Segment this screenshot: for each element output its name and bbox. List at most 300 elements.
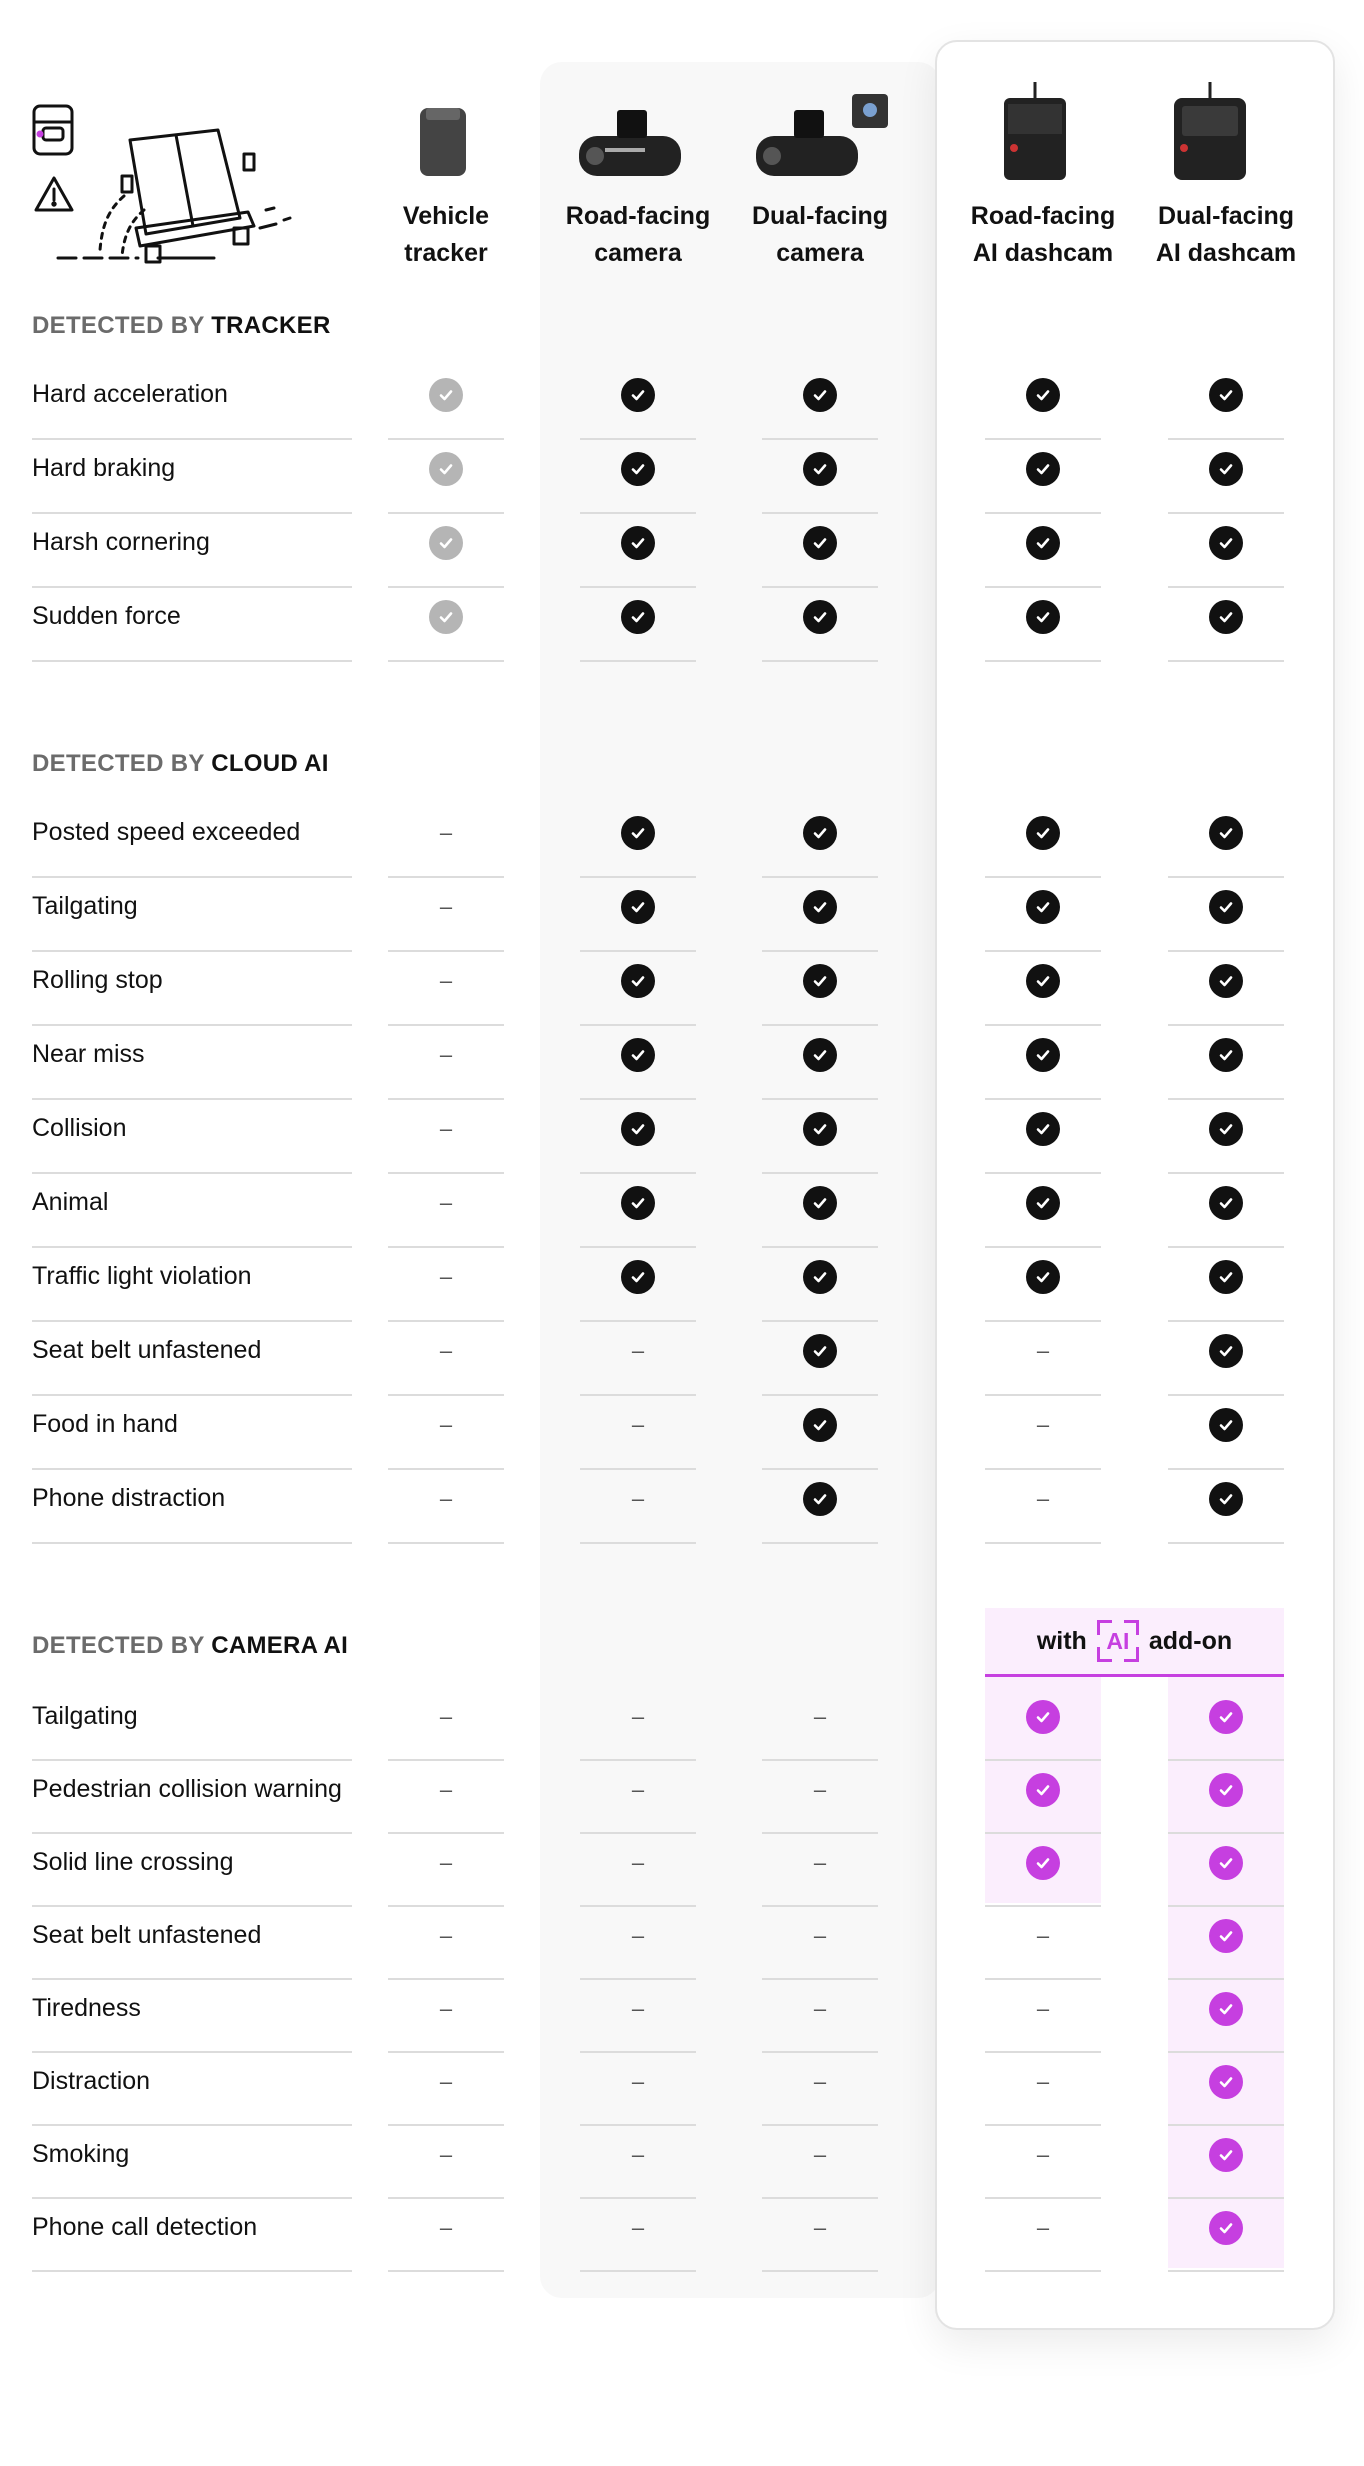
ai-badge-icon bbox=[1097, 1620, 1139, 1662]
cell-divider bbox=[580, 2270, 696, 2272]
column-header-line2: camera bbox=[594, 239, 682, 267]
cell-divider bbox=[762, 1832, 878, 1834]
row-divider bbox=[32, 660, 352, 662]
cell-dual_cam bbox=[761, 810, 879, 856]
cell-divider bbox=[580, 660, 696, 662]
cell-divider bbox=[388, 1759, 504, 1761]
cell-divider bbox=[762, 438, 878, 440]
check-icon bbox=[1026, 1112, 1060, 1146]
check-icon bbox=[1209, 1919, 1243, 1953]
cell-road_cam bbox=[579, 1106, 697, 1152]
check-icon bbox=[621, 1186, 655, 1220]
row-divider bbox=[32, 1905, 352, 1907]
cell-divider bbox=[580, 438, 696, 440]
cell-divider bbox=[1168, 1759, 1284, 1761]
cell-tracker bbox=[387, 1032, 505, 1078]
row-divider bbox=[32, 512, 352, 514]
row-label: Distraction bbox=[32, 2067, 151, 2095]
cell-road_cam bbox=[579, 1913, 697, 1959]
cell-divider bbox=[580, 1098, 696, 1100]
check-icon bbox=[803, 1112, 837, 1146]
check-icon bbox=[1209, 378, 1243, 412]
cell-divider bbox=[1168, 1832, 1284, 1834]
dash-mark: – bbox=[439, 1486, 453, 1511]
check-icon bbox=[1026, 1773, 1060, 1807]
cell-road_ai bbox=[984, 958, 1102, 1004]
check-icon bbox=[1209, 1038, 1243, 1072]
dash-mark: – bbox=[439, 1264, 453, 1289]
cell-road_cam bbox=[579, 1476, 697, 1522]
dash-mark: – bbox=[631, 2069, 645, 2094]
cell-road_ai bbox=[984, 810, 1102, 856]
row-label: Rolling stop bbox=[32, 966, 163, 994]
check-icon bbox=[803, 1334, 837, 1368]
cell-dual_cam bbox=[761, 594, 879, 640]
row-label: Tiredness bbox=[32, 1994, 141, 2022]
cell-tracker bbox=[387, 1106, 505, 1152]
cell-divider bbox=[762, 1098, 878, 1100]
cell-tracker bbox=[387, 1180, 505, 1226]
check-icon bbox=[1209, 1334, 1243, 1368]
column-header-tracker bbox=[356, 198, 536, 272]
cell-dual_ai bbox=[1167, 2205, 1285, 2251]
cell-dual_cam bbox=[761, 1840, 879, 1886]
check-icon bbox=[621, 526, 655, 560]
cell-divider bbox=[762, 512, 878, 514]
check-icon bbox=[1209, 600, 1243, 634]
row-divider bbox=[32, 2270, 352, 2272]
cell-dual_cam bbox=[761, 520, 879, 566]
row-divider bbox=[32, 1759, 352, 1761]
cell-road_ai bbox=[984, 1476, 1102, 1522]
cell-divider bbox=[985, 660, 1101, 662]
cell-divider bbox=[388, 2051, 504, 2053]
check-icon bbox=[1209, 1992, 1243, 2026]
cell-road_ai bbox=[984, 1106, 1102, 1152]
check-icon bbox=[803, 1408, 837, 1442]
cell-divider bbox=[762, 2051, 878, 2053]
dash-mark: – bbox=[1036, 2142, 1050, 2167]
cell-divider bbox=[388, 1098, 504, 1100]
cell-tracker bbox=[387, 1986, 505, 2032]
cell-dual_cam bbox=[761, 1328, 879, 1374]
cell-dual_ai bbox=[1167, 2059, 1285, 2105]
column-header-dual_ai bbox=[1136, 198, 1316, 272]
cell-divider bbox=[580, 1246, 696, 1248]
cell-dual_ai bbox=[1167, 446, 1285, 492]
check-icon bbox=[1209, 1408, 1243, 1442]
cell-dual_cam bbox=[761, 1694, 879, 1740]
cell-road_cam bbox=[579, 446, 697, 492]
dash-mark: – bbox=[813, 2215, 827, 2240]
cell-divider bbox=[580, 1320, 696, 1322]
cell-tracker bbox=[387, 372, 505, 418]
cell-divider bbox=[762, 660, 878, 662]
cell-divider bbox=[580, 1394, 696, 1396]
column-header-road_ai bbox=[953, 198, 1133, 272]
cell-dual_cam bbox=[761, 1402, 879, 1448]
row-label: Animal bbox=[32, 1188, 109, 1216]
cell-divider bbox=[985, 1098, 1101, 1100]
addon-underline bbox=[985, 1674, 1284, 1677]
check-icon bbox=[803, 526, 837, 560]
check-icon bbox=[1026, 1038, 1060, 1072]
row-label: Sudden force bbox=[32, 602, 181, 630]
road-facing-camera-image bbox=[575, 104, 685, 189]
dash-mark: – bbox=[631, 1486, 645, 1511]
row-divider bbox=[32, 950, 352, 952]
cell-divider bbox=[985, 1832, 1101, 1834]
cell-divider bbox=[580, 586, 696, 588]
cell-road_ai bbox=[984, 1840, 1102, 1886]
warning-triangle-icon bbox=[36, 178, 72, 210]
row-label: Seat belt unfastened bbox=[32, 1336, 262, 1364]
cell-divider bbox=[580, 1542, 696, 1544]
dash-mark: – bbox=[1036, 1338, 1050, 1363]
check-icon bbox=[803, 1482, 837, 1516]
cell-road_cam bbox=[579, 958, 697, 1004]
check-icon bbox=[1026, 890, 1060, 924]
check-icon bbox=[1209, 2138, 1243, 2172]
check-icon bbox=[1209, 1186, 1243, 1220]
cell-road_cam bbox=[579, 2059, 697, 2105]
cell-road_cam bbox=[579, 1032, 697, 1078]
road-facing-ai-dashcam-image bbox=[1000, 82, 1070, 187]
cell-divider bbox=[762, 1394, 878, 1396]
cell-road_ai bbox=[984, 520, 1102, 566]
row-divider bbox=[32, 2051, 352, 2053]
cell-divider bbox=[388, 1905, 504, 1907]
cell-dual_cam bbox=[761, 1986, 879, 2032]
cell-divider bbox=[1168, 586, 1284, 588]
cell-dual_cam bbox=[761, 1106, 879, 1152]
check-icon bbox=[621, 890, 655, 924]
dash-mark: – bbox=[1036, 2215, 1050, 2240]
section-title-emphasis: TRACKER bbox=[211, 312, 331, 339]
cell-divider bbox=[1168, 1024, 1284, 1026]
check-icon bbox=[1209, 452, 1243, 486]
cell-divider bbox=[985, 1905, 1101, 1907]
cell-dual_cam bbox=[761, 1767, 879, 1813]
cell-dual_cam bbox=[761, 2205, 879, 2251]
row-label: Traffic light violation bbox=[32, 1262, 252, 1290]
cell-divider bbox=[388, 1468, 504, 1470]
cell-road_ai bbox=[984, 1032, 1102, 1078]
cell-divider bbox=[762, 586, 878, 588]
dash-mark: – bbox=[1036, 1486, 1050, 1511]
cell-road_ai bbox=[984, 884, 1102, 930]
column-header-road_cam bbox=[548, 198, 728, 272]
cell-divider bbox=[985, 1759, 1101, 1761]
cell-road_ai bbox=[984, 2132, 1102, 2178]
cell-tracker bbox=[387, 884, 505, 930]
cell-divider bbox=[388, 1320, 504, 1322]
check-icon bbox=[1209, 526, 1243, 560]
dash-mark: – bbox=[439, 1190, 453, 1215]
cell-divider bbox=[580, 950, 696, 952]
cell-divider bbox=[388, 2197, 504, 2199]
row-label: Near miss bbox=[32, 1040, 145, 1068]
cell-dual_ai bbox=[1167, 958, 1285, 1004]
section-title-emphasis: CLOUD AI bbox=[211, 750, 329, 777]
check-icon bbox=[1209, 2211, 1243, 2245]
row-divider bbox=[32, 1394, 352, 1396]
column-header-line1: Road-facing bbox=[970, 202, 1116, 230]
check-icon bbox=[1209, 1846, 1243, 1880]
cell-divider bbox=[762, 1468, 878, 1470]
cell-divider bbox=[762, 1024, 878, 1026]
dash-mark: – bbox=[1036, 1923, 1050, 1948]
cell-tracker bbox=[387, 2132, 505, 2178]
cell-tracker bbox=[387, 1328, 505, 1374]
cell-road_ai bbox=[984, 1986, 1102, 2032]
cell-road_cam bbox=[579, 2205, 697, 2251]
row-label: Phone call detection bbox=[32, 2213, 258, 2241]
row-label: Seat belt unfastened bbox=[32, 1921, 262, 1949]
row-divider bbox=[32, 876, 352, 878]
cell-divider bbox=[580, 2051, 696, 2053]
cell-dual_ai bbox=[1167, 1032, 1285, 1078]
cell-divider bbox=[388, 586, 504, 588]
dash-mark: – bbox=[813, 1850, 827, 1875]
cell-divider bbox=[580, 2197, 696, 2199]
cell-divider bbox=[1168, 660, 1284, 662]
dash-mark: – bbox=[439, 1412, 453, 1437]
cell-divider bbox=[580, 512, 696, 514]
check-icon bbox=[621, 964, 655, 998]
cell-divider bbox=[580, 1759, 696, 1761]
section-title-0 bbox=[32, 312, 331, 340]
cell-road_cam bbox=[579, 884, 697, 930]
cell-road_cam bbox=[579, 594, 697, 640]
cell-road_ai bbox=[984, 372, 1102, 418]
dash-mark: – bbox=[439, 1704, 453, 1729]
cell-divider bbox=[985, 1024, 1101, 1026]
cell-road_ai bbox=[984, 2059, 1102, 2105]
cell-divider bbox=[388, 2124, 504, 2126]
check-icon bbox=[803, 1260, 837, 1294]
cell-dual_cam bbox=[761, 446, 879, 492]
cell-road_cam bbox=[579, 1254, 697, 1300]
cell-road_ai bbox=[984, 1694, 1102, 1740]
cell-divider bbox=[762, 1172, 878, 1174]
check-icon bbox=[1026, 600, 1060, 634]
cell-divider bbox=[580, 1468, 696, 1470]
row-divider bbox=[32, 1542, 352, 1544]
cell-divider bbox=[1168, 2124, 1284, 2126]
dash-mark: – bbox=[631, 1996, 645, 2021]
dash-mark: – bbox=[631, 1412, 645, 1437]
cell-tracker bbox=[387, 1840, 505, 1886]
cell-dual_ai bbox=[1167, 520, 1285, 566]
dash-mark: – bbox=[631, 2142, 645, 2167]
check-icon bbox=[803, 1038, 837, 1072]
dash-mark: – bbox=[1036, 2069, 1050, 2094]
check-icon bbox=[1026, 964, 1060, 998]
cell-dual_cam bbox=[761, 1476, 879, 1522]
cell-dual_ai bbox=[1167, 2132, 1285, 2178]
dash-mark: – bbox=[439, 1850, 453, 1875]
dash-mark: – bbox=[813, 2069, 827, 2094]
cell-divider bbox=[985, 2051, 1101, 2053]
dash-mark: – bbox=[631, 1850, 645, 1875]
section-title-prefix: DETECTED BY bbox=[32, 312, 205, 339]
cell-divider bbox=[1168, 438, 1284, 440]
cell-road_ai bbox=[984, 1913, 1102, 1959]
cell-road_cam bbox=[579, 1767, 697, 1813]
check-icon bbox=[621, 1112, 655, 1146]
cell-divider bbox=[388, 1394, 504, 1396]
check-icon bbox=[803, 890, 837, 924]
cell-divider bbox=[388, 2270, 504, 2272]
row-label: Collision bbox=[32, 1114, 127, 1142]
cell-divider bbox=[762, 876, 878, 878]
row-divider bbox=[32, 1832, 352, 1834]
cell-dual_ai bbox=[1167, 1254, 1285, 1300]
cell-tracker bbox=[387, 1694, 505, 1740]
check-icon bbox=[621, 1038, 655, 1072]
cell-tracker bbox=[387, 594, 505, 640]
cell-divider bbox=[388, 438, 504, 440]
tracker-device-icon bbox=[34, 106, 72, 154]
cell-divider bbox=[388, 1832, 504, 1834]
cell-dual_ai bbox=[1167, 810, 1285, 856]
dash-mark: – bbox=[1036, 1996, 1050, 2021]
cell-dual_cam bbox=[761, 958, 879, 1004]
row-divider bbox=[32, 438, 352, 440]
dash-mark: – bbox=[813, 1777, 827, 1802]
row-label: Food in hand bbox=[32, 1410, 178, 1438]
cell-road_ai bbox=[984, 2205, 1102, 2251]
cell-divider bbox=[388, 1024, 504, 1026]
cell-dual_cam bbox=[761, 1913, 879, 1959]
cell-divider bbox=[388, 1978, 504, 1980]
cell-divider bbox=[1168, 2270, 1284, 2272]
cell-divider bbox=[985, 1394, 1101, 1396]
cell-divider bbox=[1168, 1172, 1284, 1174]
cell-divider bbox=[985, 512, 1101, 514]
row-label: Tailgating bbox=[32, 892, 138, 920]
dash-mark: – bbox=[439, 1777, 453, 1802]
cell-divider bbox=[1168, 1394, 1284, 1396]
cell-road_ai bbox=[984, 1402, 1102, 1448]
dash-mark: – bbox=[439, 968, 453, 993]
cell-dual_ai bbox=[1167, 594, 1285, 640]
cell-dual_cam bbox=[761, 884, 879, 930]
section-title-prefix: DETECTED BY bbox=[32, 1632, 205, 1659]
cell-road_ai bbox=[984, 446, 1102, 492]
row-label: Smoking bbox=[32, 2140, 130, 2168]
cell-divider bbox=[580, 1832, 696, 1834]
row-divider bbox=[32, 1024, 352, 1026]
row-label: Harsh cornering bbox=[32, 528, 210, 556]
check-icon bbox=[1209, 1700, 1243, 1734]
cell-divider bbox=[762, 1246, 878, 1248]
row-label: Hard braking bbox=[32, 454, 176, 482]
cell-dual_ai bbox=[1167, 1180, 1285, 1226]
check-icon bbox=[621, 1260, 655, 1294]
cell-divider bbox=[1168, 1320, 1284, 1322]
cell-road_ai bbox=[984, 1180, 1102, 1226]
cell-dual_cam bbox=[761, 2059, 879, 2105]
cell-divider bbox=[388, 660, 504, 662]
cell-divider bbox=[580, 1905, 696, 1907]
cell-dual_cam bbox=[761, 1254, 879, 1300]
dash-mark: – bbox=[439, 820, 453, 845]
dash-mark: – bbox=[631, 1777, 645, 1802]
row-divider bbox=[32, 586, 352, 588]
check-icon bbox=[1026, 1846, 1060, 1880]
cell-dual_ai bbox=[1167, 1767, 1285, 1813]
check-icon bbox=[621, 600, 655, 634]
cell-divider bbox=[985, 2197, 1101, 2199]
cell-divider bbox=[388, 950, 504, 952]
check-icon bbox=[1026, 378, 1060, 412]
cell-dual_ai bbox=[1167, 1694, 1285, 1740]
column-header-line2: camera bbox=[776, 239, 864, 267]
cell-divider bbox=[762, 1905, 878, 1907]
cell-road_cam bbox=[579, 1328, 697, 1374]
check-icon bbox=[429, 600, 463, 634]
cell-tracker bbox=[387, 1402, 505, 1448]
cell-dual_cam bbox=[761, 2132, 879, 2178]
cell-divider bbox=[388, 876, 504, 878]
cell-divider bbox=[1168, 2197, 1284, 2199]
cell-road_cam bbox=[579, 2132, 697, 2178]
cell-divider bbox=[985, 1978, 1101, 1980]
cell-divider bbox=[985, 2124, 1101, 2126]
check-icon bbox=[803, 452, 837, 486]
cell-divider bbox=[1168, 1905, 1284, 1907]
cell-road_cam bbox=[579, 520, 697, 566]
cell-divider bbox=[1168, 950, 1284, 952]
row-label: Pedestrian collision warning bbox=[32, 1775, 342, 1803]
dash-mark: – bbox=[813, 1996, 827, 2021]
cell-tracker bbox=[387, 520, 505, 566]
cell-dual_ai bbox=[1167, 1913, 1285, 1959]
cell-tracker bbox=[387, 810, 505, 856]
cell-road_cam bbox=[579, 1402, 697, 1448]
dash-mark: – bbox=[439, 1042, 453, 1067]
cell-divider bbox=[762, 2124, 878, 2126]
cell-divider bbox=[985, 1172, 1101, 1174]
dash-mark: – bbox=[813, 1704, 827, 1729]
column-header-dual_cam bbox=[730, 198, 910, 272]
cell-dual_ai bbox=[1167, 1476, 1285, 1522]
check-icon bbox=[429, 378, 463, 412]
cell-divider bbox=[762, 1542, 878, 1544]
cell-divider bbox=[762, 1320, 878, 1322]
cell-divider bbox=[580, 876, 696, 878]
dash-mark: – bbox=[813, 1923, 827, 1948]
addon-suffix: add-on bbox=[1148, 1626, 1233, 1655]
cell-divider bbox=[1168, 1098, 1284, 1100]
addon-prefix: with bbox=[1036, 1626, 1087, 1655]
column-header-line2: AI dashcam bbox=[972, 239, 1114, 267]
dash-mark: – bbox=[439, 1996, 453, 2021]
row-label: Tailgating bbox=[32, 1702, 138, 1730]
ai-addon-label bbox=[985, 1608, 1284, 1674]
section-title-prefix: DETECTED BY bbox=[32, 750, 205, 777]
cell-divider bbox=[762, 1978, 878, 1980]
cell-road_cam bbox=[579, 810, 697, 856]
row-label: Phone distraction bbox=[32, 1484, 226, 1512]
cell-road_cam bbox=[579, 1180, 697, 1226]
cell-divider bbox=[985, 438, 1101, 440]
cell-divider bbox=[388, 1172, 504, 1174]
cell-dual_cam bbox=[761, 1032, 879, 1078]
check-icon bbox=[803, 816, 837, 850]
